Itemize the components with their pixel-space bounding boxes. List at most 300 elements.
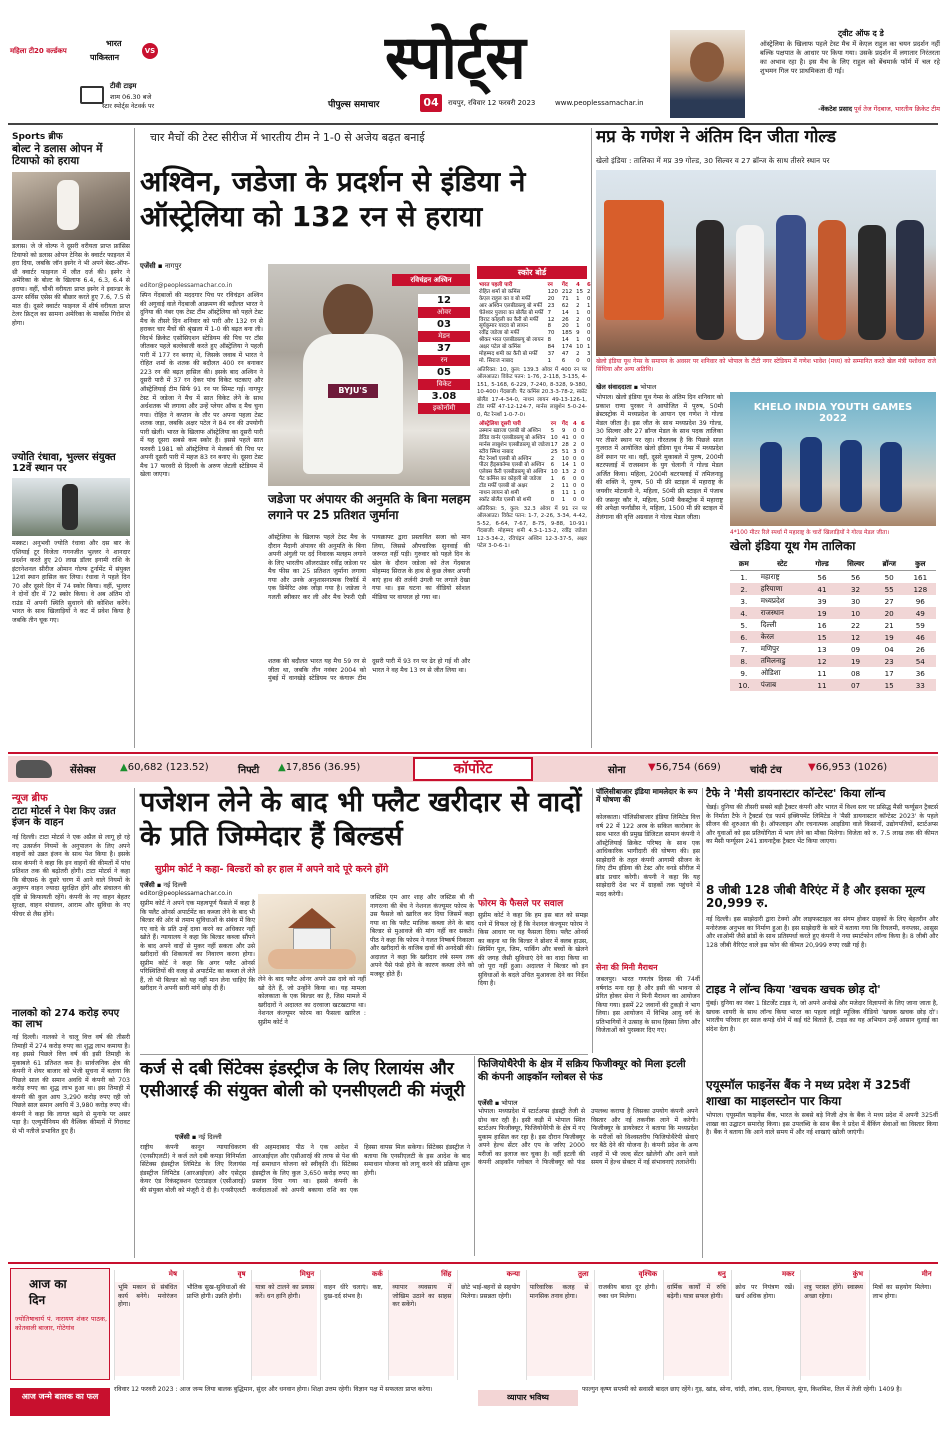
medal-cell: 56 [817,572,827,582]
news-brief-h2: नालको को 274 करोड़ रुपए का लाभ [12,1008,120,1031]
score-cell: 15 [576,288,584,295]
brief-headline-2: ज्योति रंधावा, भुल्लर संयुक्त 12वें स्थान पर [12,452,116,475]
medal-row [730,667,936,679]
score-cell: 0 [550,497,555,504]
score-cell: 10 [561,455,569,462]
horoscope-text: राजकीय बाधा दूर होगी। रुका धन मिलेगा। [595,1282,660,1376]
medal-cell: 07 [837,679,873,691]
score-cell: 1 [587,302,591,309]
medal-cell: ओडिशा [760,668,781,677]
sintex-body: राष्ट्रीय कंपनी कानून न्यायाधिकरण (एनसीएलटी) ने कर्ज तले दबी कपड़ा विनिर्माता सिंटेक्स इंडस्ट्रीज लिमिटेड के लिए रिलायंस इंडस्ट्रीज लिमिटेड (आरआईएल) और एसेट्स केयर एंड रिकंस्ट्रक्शन एंटरप्राइज (एसीआरई) की संयुक्त बोली को मंजूरी दे दी है। एनसीएलटी की अहमदाबाद पीठ ने एक आदेश में आरआईएल और एसीआरई की तरफ से पेश की गई समाधान योजना को स्वीकृति दी। सिंटेक्स इंडस्ट्रीज के लिए कुल 3,650 करोड़ रुपए का प्रस्ताव दिया गया था। इससे कंपनी के कर्जदाताओं को अपनी बकाया राशि का एक हिस्सा वापस मिल सकेगा। सिंटेक्स इंडस्ट्रीज ने बताया कि एनसीएलटी के इस आदेश के बाद समाधान योजना को लागू करने की प्रक्रिया शुरू होगी। [140,1144,470,1194]
score-cell: 2 [573,469,577,476]
stat-label: मेडन [418,331,470,342]
born-box-label: आज जन्मे बालक का फल [10,1388,110,1416]
score-row [477,497,587,504]
medal-cell: 2. [730,583,758,595]
score-cell: मोहम्मद शमी का कैरी बो मर्फी [479,351,538,358]
horoscope-text: धार्मिक कार्यों में रुचि बढ़ेगी। यात्रा सफल होगी। [664,1282,729,1376]
builders-kicker: सुप्रीम कोर्ट ने कहा- बिल्डरों को हर हाल में अपने वादे पूरे करने होंगे [155,864,389,875]
medal-cell: 50 [884,572,894,582]
score-cell: 17 [550,441,558,448]
news-brief-label: न्यूज ब्रीफ [12,793,48,804]
score-cell: स्कॉट बोलैंड एलबी बो शमी [479,497,532,504]
score-cell: 0 [587,337,591,344]
score-cell: मैट रेनशॉ एलबी बो अश्विन [479,455,532,462]
medal-cell: हरियाणा [758,583,807,595]
score-cell: 14 [561,337,569,344]
silver-value: ▼66,953 (1026) [808,762,888,773]
score-cell: डेविड वार्नर एलबीडब्ल्यू बो अश्विन [479,434,546,441]
score-cell: 3 [587,351,591,358]
medal-cell: 8. [730,655,758,667]
score-cell: उस्मान ख्वाजा एलबी बो अश्विन [479,427,541,434]
horoscope-item [594,1270,660,1380]
today-text: ज्योतिषाचार्य पं. नारायण शंकर पाठक, कोतवाली बाजार, गोटेगांव [15,1315,107,1332]
medal-head-cell: ब्रॉन्ज [882,559,896,568]
score-cell: 20 [547,295,555,302]
sensex-label: सेंसेक्स [70,765,96,776]
score-cell: 47 [561,351,569,358]
score-head-row [477,282,593,289]
medal-cell: 1. [740,572,748,582]
ganesh-subhead: खेलो इंडिया : तालिका में मप्र 39 गोल्ड, 30 सिल्वर व 27 ब्रॉन्ज के साथ तीसरे स्थान पर [596,156,830,165]
score-cell: 6 [550,462,555,469]
stat-value: 12 [418,294,470,307]
medal-cell: 26 [915,644,925,654]
stat-value: 3.08 [418,390,470,403]
gold-value: ▼56,754 (669) [648,762,721,773]
medal-cell: 9. [740,668,748,678]
horoscope-text: छोटे भाई-बहनों से सहयोग मिलेगा। प्रसन्नता रहेगी। [458,1282,523,1376]
trade-label: व्यापार भविष्य [478,1390,578,1406]
score-cell: 14 [561,462,569,469]
score-cell: 1 [587,344,591,351]
medal-cell: 22 [850,620,861,630]
score-cell: 8 [550,490,555,497]
score-cell: नाथन लायन बो शमी [479,490,519,497]
tennis-photo [12,172,130,240]
horoscope-sign: कुंभ [852,1270,863,1278]
score-cell: 120 [547,288,558,295]
medal-row [730,679,936,691]
tech-body-1: चेन्नई। दुनिया की तीसरी सबसे बड़ी ट्रैक्टर कंपनी और भारत में विश्व स्तर पर प्रसिद्ध मैसी फर्ग्यूसन ट्रैक्टर्स के निर्माता टैफे ने ट्रैक्टर्स एंड फार्म इक्विपमेंट लिमिटेड ने 'मैसी डायनास्टार कॉन्टेस्ट 2023' के पहले सीजन की शुरुआत की है। ऑफलाइन और रचनात्मक आइडिया वाले किसानों, उद्योगपतियों, स्टार्टअप्स और युवाओं को इस प्रतियोगिता में भाग लेने का मौका मिलेगा। विजेता को रु. 7.5 लाख तक की कीमत का मैसी फर्ग्यूसन 241 डायनाट्रैक ट्रैक्टर भेंट किया जाएगा। [706,804,938,846]
medal-cell: 27 [884,596,894,606]
medal-cell: 21 [884,620,894,630]
page-number: 04 [420,94,442,112]
horoscope-item [800,1270,866,1380]
score-cell: 0 [580,469,585,476]
builders-fact-head: फोरम के फैसले पर सवाल [478,899,564,909]
house-photo [258,894,366,974]
physio-headline: फिजियोथैरेपी के क्षेत्र में सक्रिय फिजीक्यूर को मिला इटली की कंपनी आइकॉन ग्लोबल से फंड [478,1059,686,1083]
score-row [477,428,587,435]
score-cell: 28 [561,441,569,448]
medal-cell: 7. [740,644,748,654]
score-head-cell: गेंद [561,282,568,288]
sintex-city: नई दिल्ली [198,1133,222,1141]
score-cell: 37 [547,351,555,358]
horoscope-item [388,1270,454,1380]
medal-cell: 3. [740,596,748,606]
score-cell: 0 [580,476,585,483]
score-row [477,449,587,456]
score-row [477,303,593,310]
medal-row [730,595,936,607]
horoscope-item [663,1270,729,1380]
news-brief-b1: नई दिल्ली। टाटा मोटर्स ने एक अप्रैल से लागू हो रहे नए उत्सर्जन नियमों के अनुपालन के लिए अपने वाहनों को उन्नत इंजन के साथ पेश किया है। इसके साथ कंपनी ने कहा कि इन वाहनों की कीमतों में पांच प्रतिशत तक की बढ़ोतरी होगी। टाटा मोटर्स ने कहा कि बीएस6 के दूसरे चरण में आने वाले नियमों के अनुरूप वाहन ज्यादा सुरक्षित होंगे और संचालन की दृष्टि से किफायती रहेंगे। कंपनी के नए वाहन बेहतर सुरक्षा, वाहन संचालन, आराम और सुविधा के नए फीचर से लैस होंगे। [12,834,130,918]
medal-cell: 54 [905,655,936,667]
builders-city: नई दिल्ली [163,881,187,889]
score-cell: मो. सिराज नाबाद [479,357,514,364]
score-cell: 2 [587,288,591,295]
sintex-agency: एजेंसी [175,1133,190,1141]
tv-time: टीवी टाइम [110,82,137,90]
medal-cell: 12 [807,655,838,667]
nifty-value: ▲17,856 (36.95) [278,762,361,773]
score-cell: 0 [580,497,585,504]
medal-head-cell: कुल [915,559,926,568]
horoscope-sign: सिंह [441,1270,452,1278]
brand: पीपुल्स समाचार [328,100,380,110]
score-cell: आर अश्विन एलबीडब्ल्यू बो मर्फी [479,302,543,309]
games-banner: KHELO INDIA YOUTH GAMES 2022 [753,402,913,424]
medal-cell: 04 [884,644,894,654]
score-head-cell: ऑस्ट्रेलिया दूसरी पारी [479,421,521,428]
score-head-cell: 6 [587,282,591,288]
score-cell: 9 [576,330,580,337]
horoscope-text: शत्रु परास्त होंगे। स्वास्थ्य अच्छा रहेगा। [801,1282,866,1376]
horoscope-sign: मीन [921,1270,932,1278]
tv-channel: स्टार स्पोर्ट्स नेटवर्क पर [102,103,155,110]
score-extras-2: अतिरिक्त: 5, कुल: 32.3 ओवर में 91 रन पर ऑलआउट। विकेट पतन: 1-7, 2-26, 3-34, 4-42, 5-52, 6-64, 7-67, 8-75, 9-88, 10-91। गेंदबाजी: मोहम्मद शमी 4.3-1-13-2, रवींद्र जडेजा 12-3-34-2, रविचंद्रन अश्विन 12-3-37-5, अक्षर पटेल 3-0-6-1। [477,505,587,550]
medal-cell: केरल [758,631,807,643]
ganesh-byline-city: भोपाल [640,383,657,391]
builders-body: सुप्रीम कोर्ट ने अपने एक महत्वपूर्ण फैसले में कहा है कि फ्लैट ओनर्स अपार्टमेंट का कब्जा लेने के बाद भी बिल्डर की ओर से तमाम सुविधाओं के संबंध में किए गए वादे के प्रति उन्हें दावा करने का अधिकार नहीं खोते हैं। न्यायालय ने कहा कि बिल्डर कब्जा सौंपने के बाद अपने वादों से मुकर नहीं सकता और उसे खरीदारों की शिकायतों का निवारण करना होगा। सुप्रीम कोर्ट ने कहा कि अगर फ्लैट ओनर्स परिस्थितियों की वजह से अपार्टमेंट का कब्जा ले लेते हैं, तो भी बिल्डर को यह नहीं मान लेना चाहिए कि खरीदार ने अपनी सारी मांगें छोड़ दी हैं। [140,900,255,993]
nifty-label: निफ्टी [238,765,260,776]
cricket-headline: अश्विन, जडेजा के प्रदर्शन से इंडिया ने ऑस्ट्रेलिया को 132 रन से हराया [140,165,526,233]
player-name-tag: रविचंद्रन अश्विन [392,274,470,286]
score-cell: 25 [550,448,558,455]
horoscope-text: वाहन धीरे चलाएं। कष्ट, दुख-दर्द संभव है। [321,1282,386,1376]
ganesh-byline-name: खेल संवाददाता [596,383,632,391]
medal-row [730,631,936,643]
score-cell: 0 [573,497,577,504]
medal-cell: 36 [915,668,925,678]
ceremony-photo [596,170,936,356]
sponsor-logo: BYJU'S [328,384,378,398]
medal-cell: 15 [874,679,905,691]
score-cell: 6 [561,476,566,483]
score-cell: 20 [561,323,569,330]
stat-box [418,294,470,414]
medal-cell: 20 [874,607,905,619]
masthead-title: स्पोर्ट्स [385,23,525,93]
score-cell: 2 [576,316,580,323]
score-cell: 212 [561,288,573,295]
score-cell: पीटर हैंड्सकॉम्ब एलबी बो अश्विन [479,462,545,469]
sintex-byline: एजेंसी ▪ नई दिल्ली [175,1133,222,1141]
medal-cell: 09 [850,644,861,654]
score-cell: 2 [550,483,555,490]
stat-label: रन [418,355,470,366]
score-cell: 0 [587,295,591,302]
physio-body: भोपाल। मध्यप्रदेश में स्टार्टअप्स इंडस्ट्री तेजी से ग्रोथ कर रही है। इसी कड़ी में भोपाल स्थित स्टार्टअप फिजीक्यूर, फिजियोथैरेपी के क्षेत्र में नए मुकाम हासिल कर रहा है। इस दौरान फिजीक्यूर अपने हेल्थ सेंटर और एप के जरिए 2000 मरीजों का इलाज कर चुका है। वहीं इटली की कंपनी आइकॉन ग्लोबल ने फिजीक्यूर को फंड उपलब्ध कराया है जिसका उपयोग कंपनी अपने विस्तार और नई तकनीक लाने में करेगी। फिजीक्यूर के डायरेक्टर ने बताया कि मध्यप्रदेश के मरीजों को विश्वस्तरीय फिजियोथैरेपी सेवाएं घर बैठे देने की योजना है। कंपनी प्रदेश के अन्य शहरों में भी जल्द सेंटर खोलेगी और आने वाले समय में हेल्थ सेक्टर में नई संभावनाएं तलाशेगी। [478,1108,698,1167]
ganesh-headline: मप्र के गणेश ने अंतिम दिन जीता गोल्ड [596,127,836,147]
medal-cell: पंजाब [758,679,807,691]
score-cell: 2 [573,441,577,448]
score-cell: 185 [561,330,573,337]
score-cell: 0 [573,476,577,483]
horoscope-sign: वृश्चिक [638,1270,658,1278]
medal-cell: 56 [850,572,861,582]
score-cell: 11 [561,483,569,490]
medal-cell: 11 [807,679,838,691]
brief-body-1: डलास। जे जे वोल्फ ने दूसरी वरीयता प्राप्त फ्रांसिस टियाफो को डलास ओपन टेनिस के क्वार्टर फाइनल में हरा दिया, जबकि जॉन इस्नेर ने भी अपने बेस्ट-ऑफ-थ्री क्वार्टर फाइनल में जीत दर्ज की। इस्नेर ने अमेरिका के बोल्ट के खिलाफ 6.4, 6.3, 6.4 से हराया। वहीं, चौथी वरीयता प्राप्त इस्नेर ने इवान्डर के ऊपर सर्विस एसेस की बौछार करते हुए 7.6, 7.5 से मात दी। दूसरे क्वार्टर फाइनल में शीर्ष वरीयता प्राप्त टेलर फ्रिट्ज का सामना अमेरिका के मार्कोस गिरोन से होगा। [12,243,130,327]
medal-head-cell: स्टेट [777,559,788,568]
bull-icon [16,760,52,778]
stat-value: 05 [418,366,470,379]
score-head-row-2 [477,421,587,428]
policy-headline-2: सेना की मिनी मैराथन [596,963,658,972]
brief-body-2: मस्कट। अनुभवी ज्योति रंधावा और दस बार के एशियाई टूर विजेता गगनजीत भुल्लर ने शानदार प्रदर्शन करते हुए 20 लाख डॉलर इनामी राशि के इंटरनेशनल सीरीज ओमान गोल्फ टूर्नामेंट में संयुक्त 12वां स्थान हासिल कर लिया। रंधावा ने पहले दिन 70 और दूसरे दिन में 74 स्कोर किया। वहीं, भुल्लर ने दोनों दौर में 72 स्कोर किया। वे अब अंतिम दो राउंड में अपनी स्थिति सुधारने की कोशिश करेंगे। भारत के साथ खिलाड़ियों ने कट में प्रवेश किया है जबकि तीन चूक गए। [12,540,130,624]
nifty-value-text: 17,856 (36.95) [285,762,361,773]
horoscope-text: व्यापार व्यवसाय में जोखिम उठाने का साहस कर सकेंगे। [389,1282,454,1376]
brief-label: Sports ब्रीफ [12,132,63,142]
builders-middle: लेने के बाद फ्लैट ओनर अपने उस दावे को नहीं खो देते हैं, जो उन्होंने किया था। यह मामला कोलकाता के एक बिल्डर का है, जिस मामले में खरीदारों ने अदालत का दरवाजा खटखटाया था। नेशनल कंज्यूमर फोरम का फैसला खारिज : सुप्रीम कोर्ट ने [258,976,366,1026]
stat-value: 37 [418,342,470,355]
score-cell: 1 [576,323,580,330]
silver-label: चांदी टंच [750,765,782,776]
score-cell: 9 [561,427,566,434]
relay-photo [730,392,936,526]
score-row [477,442,587,449]
score-table-aus [477,421,587,504]
medal-cell: 12 [837,631,873,643]
cricket-body: स्पिन गेंदबाजों की मददगार पिच पर रविचंद्रन अश्विन की अगुवाई वाले गेंदबाजी आक्रमण की बदौलत भारत ने दुनिया की नंबर एक टेस्ट टीम ऑस्ट्रेलिया को पहले टेस्ट मैच के तीसरे दिन शनिवार को पारी और 132 रन से हराकर चार मैचों की श्रृंखला में 1-0 की बढ़त बना ली। विदर्भ क्रिकेट एसोसिएशन स्टेडियम की पिच पर टॉस जीतकर पहले बल्लेबाजी करते हुए ऑस्ट्रेलिया ने पहली पारी में 177 रन बनाए थे, जिसके जवाब में भारत ने रोहित शर्मा के शतक की बदौलत 400 रन बनाकर 223 रन की बढ़त हासिल की। इसके बाद अश्विन ने दूसरी पारी में 37 रन देकर पांच विकेट चटकाए और ऑस्ट्रेलियाई टीम सिर्फ 91 रन पर सिमट गई। नागपुर टेस्ट में जडेजा ने मैच में सात विकेट लेने के साथ अर्धशतक भी लगाया और उन्हें प्लेयर ऑफ द मैच चुना गया। रोहित ने कप्तान के तौर पर अपना पहला टेस्ट शतक जड़ा, जबकि अक्षर पटेल ने 84 रन की उपयोगी पारी खेली। भारत के खिलाफ ऑस्ट्रेलिया का दूसरी पारी में यह दूसरा सबसे कम स्कोर है। इससे पहले सात फरवरी 1981 को ऑस्ट्रेलिया ने मेलबर्न की पिच पर अपनी दूसरी पारी में महज 83 रन बनाए थे। दूसरा टेस्ट मैच 17 फरवरी से दिल्ली के अरुण जेटली स्टेडियम में खेला जाएगा। [140,292,263,479]
cricket-subbody: ऑस्ट्रेलिया के खिलाफ पहले टेस्ट मैच के दौरान मैदानी अंपायर की अनुमति के बिना अपनी अंगुली पर दर्द निवारक मलहम लगाने के लिए भारतीय ऑलराउंडर रवींद्र जडेजा पर मैच फीस का 25 प्रतिशत जुर्माना लगाया गया और उनके अनुशासनात्मक रिकॉर्ड में एक डिमेरिट अंक जोड़ा गया है। जडेजा ने गलती स्वीकार कर ली और मैच रेफरी एंडी पायक्राफ्ट द्वारा प्रस्तावित सजा को मान लिया, जिससे औपचारिक सुनवाई की जरूरत नहीं पड़ी। गुरुवार को पहले दिन के खेल के दौरान जडेजा को तेज गेंदबाज मोहम्मद सिराज के हाथ से कुछ लेकर अपनी बाएं हाथ की तर्जनी उंगली पर लगाते देखा गया था। इस घटना का वीडियो सोशल मीडिया पर वायरल हो गया था। [268,534,470,601]
score-cell: 2 [550,455,555,462]
score-cell: 1 [561,497,566,504]
score-cell: 1 [573,490,577,497]
score-cell: 41 [561,434,569,441]
horoscope-sign: मकर [781,1270,795,1278]
medal-cell: 41 [807,583,838,595]
policy-body-1: कोलकाता। पॉलिसीबाजार इंडिया लिमिटेड वित्त वर्ष 22 में 122 अरब के सकिल कारोबार के साथ भारत की प्रमुख डिजिटल सामान कंपनी ने ऑस्ट्रेलियाई क्रिकेट परिषद के साथ एक आधिकारिक भागीदारी की घोषणा की। इस साझेदारी के तहत कंपनी आगामी सीजन के लिए टीम इंडिया की टेस्ट और वनडे सीरीज में ब्रांड प्रचार करेगी। कंपनी ने कहा कि यह साझेदारी देश भर में ग्राहकों तक पहुंचने में मदद करेगी। [596,814,700,898]
medal-row [730,643,936,655]
medal-row [730,583,936,595]
ganesh-byline: खेल संवाददाता ▪ भोपाल [596,383,657,391]
medal-cell: 23 [874,655,905,667]
medal-cell: 5. [740,620,748,630]
score-cell: 0 [580,427,585,434]
byline-agency: एजेंसी [140,262,156,270]
score-cell: रवींद्र जडेजा बो मर्फी [479,330,520,337]
score-cell: 71 [561,295,569,302]
cricket-tail: शतक की बदौलत भारत यह मैच 59 रन से जीता था, जबकि तीन नवंबर 2004 को मुंबई में वानखेड़े स्टेडियम पर कंगारू टीम दूसरी पारी में 93 रन पर ढेर हो गई थी और भारत ने वह मैच 13 रन से जीत लिया था। [268,658,470,683]
golf-photo [12,478,130,536]
medal-cell: 4. [730,607,758,619]
medal-cell: 128 [905,583,936,595]
silver-value-text: 66,953 (1026) [815,762,888,773]
builders-byline: एजेंसी ▪ नई दिल्ली [140,881,187,889]
horoscope-sign: कर्क [372,1270,383,1278]
horoscope-sign: धनु [717,1270,726,1278]
score-cell: टॉड मर्फी एलबी बो अक्षर [479,483,528,490]
score-cell: 0 [573,427,577,434]
scorecard [477,282,591,748]
score-cell: 0 [580,490,585,497]
builders-right: जस्टिस एम आर शाह और जस्टिस बी वी नागरत्ना की बेंच ने नेशनल कंज्यूमर फोरम के उस फैसले को खारिज कर दिया जिसमें कहा गया था कि फ्लैट मालिक कब्जा लेने के बाद बिल्डर से मुआवजे की मांग नहीं कर सकते। पीठ ने कहा कि फोरम ने गलत निष्कर्ष निकाला और खरीदारों के वाजिब दावों की अनदेखी की। अदालत ने कहा कि खरीदार लंबे समय तक अपने पैसे फंसे होने के कारण कब्जा लेने को मजबूर होते हैं। [370,894,474,978]
medal-row [730,619,936,631]
score-cell: 0 [580,448,585,455]
stat-label: ओवर [418,307,470,318]
team1: भारत [106,39,122,48]
medal-cell: 15 [807,631,838,643]
score-cell: 8 [547,337,552,344]
tweet-label: ट्वीट ऑफ द डे [838,29,884,38]
tournament-label: महिला टी20 वर्ल्डकप [10,47,67,55]
score-cell: पैट कमिंस का कोहली बो जडेजा [479,476,542,483]
score-cell: 0 [587,357,591,364]
physio-city: भोपाल [501,1099,518,1107]
score-cell: 0 [587,309,591,316]
score-head-cell: भारत पहली पारी [479,282,513,288]
builders-headline: पजेशन लेने के बाद भी फ्लैट खरीदार से वादों के प्रति जिम्मेदार हैं बिल्डर्स [140,787,582,852]
sensex-value: ▲60,682 (123.52) [120,762,209,773]
today-box [10,1268,110,1380]
medal-cell: 17 [884,668,894,678]
sensex-value-text: 60,682 (123.52) [127,762,209,773]
score-cell: श्रीकर भरत एलबीडब्ल्यू बो लायन [479,337,544,344]
news-brief-b2: नई दिल्ली। नालको ने चालू वित्त वर्ष की तीसरी तिमाही में 274 करोड़ रुपए का शुद्ध लाभ कमाया है। वह इससे पिछले वित्त वर्ष की इसी तिमाही के मुकाबले 61 प्रतिशत कम है। सार्वजनिक क्षेत्र की कंपनी ने शेयर बाजार को भेजी सूचना में बताया कि पिछले साल की समान अवधि में कंपनी को 703 करोड़ रुपए का शुद्ध लाभ हुआ था। इस तिमाही में कंपनी की कुल आय 3,290 करोड़ रुपए रही जो पिछले साल समान अवधि में 3,980 करोड़ रुपए थी। कंपनी ने कहा कि लागत बढ़ने से मुनाफे पर असर पड़ा है। एल्युमीनियम की वैश्विक कीमतों में गिरावट से भी नतीजे प्रभावित हुए हैं। [12,1034,131,1136]
horoscope-text: क्रोध पर नियंत्रण रखें। खर्च अधिक होगा। [732,1282,797,1376]
cricket-subheadline: जडेजा पर अंपायर की अनुमति के बिना मलहम लगाने पर 25 प्रतिशत जुर्माना [268,492,471,522]
medal-cell: 55 [874,583,905,595]
medal-cell: 59 [915,620,925,630]
score-cell: 7 [547,309,552,316]
score-cell: 13 [561,469,569,476]
score-head-cell: गेंद [561,421,568,428]
policy-body-2: जबलपुर। भारत गणतंत्र दिवस की 74वीं वर्षगांठ मना रहा है और इसी की भावना से प्रेरित होकर सेना ने मिनी मैराथन का आयोजन किया गया। इसमें 22 जवानों की टुकड़ी ने भाग लिया। इस आयोजन में विभिन्न आयु वर्ग के प्रतिभागियों ने उत्साह के साथ हिस्सा लिया और विजेताओं को पुरस्कार दिए गए। [596,976,700,1035]
stat-label: विकेट [418,379,470,390]
medal-cell: 08 [850,668,861,678]
tweet-author-role: पूर्व तेज गेंदबाज, भारतीय क्रिकेट टीम [854,105,940,113]
score-cell: 11 [561,490,569,497]
medal-row [730,571,936,584]
relay-caption: 4*100 मीटर रिले स्पर्धा में महाराष्ट्र के चारों खिलाड़ियों ने गोल्ड मेडल जीता। [730,530,890,536]
medal-cell: 32 [837,583,873,595]
score-cell: 62 [561,302,569,309]
score-cell: 0 [587,316,591,323]
horoscope-item [114,1270,180,1380]
score-cell: 8 [547,323,552,330]
match-promo [10,38,160,116]
physio-agency: एजेंसी [478,1099,493,1107]
medal-cell: 96 [915,596,925,606]
horoscope-item [320,1270,386,1380]
tv-icon [80,86,104,104]
tech-headline-4: एयूस्मॉल फाइनेंस बैंक ने मध्य प्रदेश में 325वीं शाखा का माइलस्टोन पार किया [706,1078,910,1108]
gold-label: सोना [608,765,626,776]
medal-cell: 16 [817,620,827,630]
score-head-cell: 4 [573,421,577,428]
horoscope-sign: कन्या [506,1270,520,1278]
score-cell: 0 [587,323,591,330]
score-cell: 10 [550,469,558,476]
dateline: रायपुर, रविवार 12 फरवरी 2023 [448,99,536,107]
physio-byline: एजेंसी ▪ भोपाल [478,1099,518,1107]
score-cell: 0 [573,483,577,490]
medal-cell: 49 [905,607,936,619]
score-row [477,490,587,497]
brief-headline-1: बोल्ट ने डलास ओपन में टियाफो को हराया [12,143,103,167]
score-cell: 1 [573,462,577,469]
scorecard-title: स्कोर बोर्ड [477,266,587,279]
score-cell: 174 [561,344,573,351]
website-link[interactable]: www.peoplessamachar.in [555,99,644,107]
score-cell: 26 [561,316,569,323]
builders-email: editor@peoplessamachar.co.in [140,890,233,897]
score-cell: 0 [580,483,585,490]
score-cell: 14 [561,309,569,316]
score-cell: 0 [580,441,585,448]
tech-headline-2: 8 जीबी 128 जीबी वैरिएंट में है और इसका मूल्य 20,999 रु. [706,883,925,911]
byline-city: नागपुर [164,262,182,270]
score-cell: 0 [580,434,585,441]
score-head-cell: 4 [576,282,580,288]
tweet-author-name: -वेंकटेश प्रसाद [818,105,852,113]
today-label-1: आज का [29,1277,67,1291]
score-cell: 3 [573,448,577,455]
section-label: कॉर्पोरेट [413,757,533,781]
medal-cell: मणिपुर [760,644,780,653]
score-cell: 1 [576,337,580,344]
horoscope-sign: तुला [578,1270,589,1278]
medal-table-title: खेलो इंडिया यूथ गेम तालिका [730,539,856,553]
score-head-cell: 6 [580,421,585,428]
horoscope-sign: मिथुन [299,1270,315,1278]
medal-cell: 19 [807,607,838,619]
score-cell: चेतेश्वर पुजारा का बोलैंड बो मर्फी [479,309,544,316]
trade-text: फाल्गुन कृष्ण सप्तमी को सवासी बादल छाए रहेंगे। गुड़, खांड, सोना, चांदी, तांबा, दाल, हिमायल, मूंगा, किशमिश, तिल में तेजी रहेगी। 1409 है। [582,1386,902,1393]
score-cell: अक्षर पटेल बो कमिंस [479,344,521,351]
score-cell: 0 [587,330,591,337]
horoscope-text: भौतिक सुख-सुविधाओं की प्राप्ति होगी। उन्नति होगी। [184,1282,249,1376]
medal-cell: 30 [850,596,861,606]
builders-far-right: सुप्रीम कोर्ट ने कहा कि हम इस बात को समझ पाने में विफल रहे हैं कि नेशनल कंज्यूमर फोरम ने किस आधार पर यह फैसला दिया। फ्लैट ओनर्स का कहना था कि बिल्डर ने ब्रोशर में क्लब हाउस, स्विमिंग पूल, जिम, पार्किंग और बच्चों के खेलने की जगह जैसी सुविधाएं देने का वादा किया था जो पूरा नहीं हुआ। अदालत ने बिल्डर को इन सुविधाओं के बदले उचित मुआवजा देने का निर्देश दिया है। [478,912,588,988]
medal-cell: राजस्थान [758,607,807,619]
medal-cell: तमिलनाडु [758,655,807,667]
score-cell: 51 [561,448,569,455]
score-row [477,358,593,365]
horoscope-item [251,1270,317,1380]
score-cell: 0 [580,462,585,469]
horoscope-item [869,1270,935,1380]
horoscope-item [526,1270,592,1380]
today-label-2: दिन [29,1293,46,1307]
score-cell: 12 [547,316,555,323]
sintex-headline: कर्ज से दबी सिंटेक्स इंडस्ट्रीज के लिए रिलायंस और एसीआरई की संयुक्त बोली को एनसीएलटी की मंजूरी [140,1059,465,1102]
score-cell: केएल राहुल का व बो मर्फी [479,295,531,302]
medal-cell: 33 [905,679,936,691]
score-cell: मार्नस लाबुशेन एलबीडब्ल्यू बो जडेजा [479,441,551,448]
score-cell: 0 [580,455,585,462]
score-cell: 2 [576,351,580,358]
tech-body-4: भोपाल। एयूस्मॉल फाइनेंस बैंक, भारत के सबसे बड़े निजी क्षेत्र के बैंक ने मध्य प्रदेश में अपनी 325वीं शाखा का उद्घाटन समारोह किया। इस उपलब्धि के साथ बैंक ने प्रदेश में बैंकिंग सेवाओं का विस्तार किया है। बैंक ने बताया कि आने वाले समय में और नई शाखाएं खोली जाएंगी। [706,1112,938,1137]
medal-head-cell: सिल्वर [847,559,865,568]
medal-cell: 11 [817,668,827,678]
horoscope-text: भूमि मकान से संबंधित कार्य बनेगे। मनोरंजन होगा। [115,1282,180,1376]
